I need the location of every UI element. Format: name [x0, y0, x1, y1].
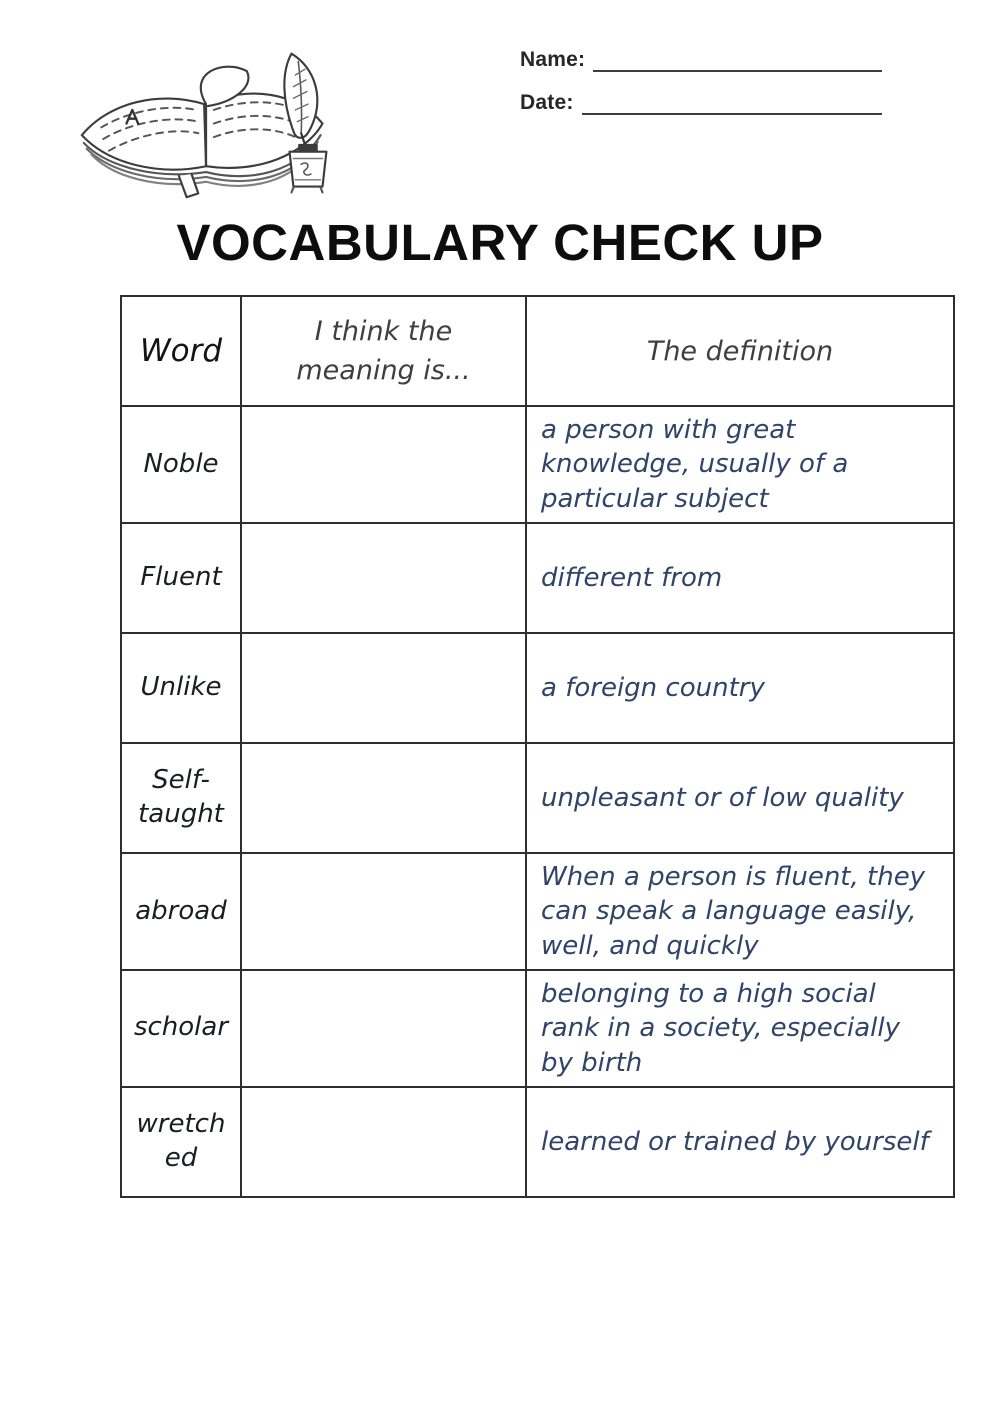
- table-row: [121, 970, 954, 1087]
- meaning-input-cell[interactable]: [241, 743, 526, 853]
- meaning-input-cell[interactable]: [241, 406, 526, 523]
- name-date-block: [520, 46, 882, 132]
- meaning-input-cell[interactable]: [241, 853, 526, 970]
- name-label: Name:: [520, 48, 586, 71]
- word-cell: Unlike: [121, 633, 241, 743]
- definition-cell: belonging to a high social rank in a society, especially by birth: [526, 970, 954, 1087]
- definition-cell: When a person is fluent, they can speak a language easily, well, and quickly: [526, 853, 954, 970]
- table-row: [121, 1087, 954, 1197]
- col-header-word: Word: [121, 296, 241, 406]
- meaning-input-cell[interactable]: [241, 1087, 526, 1197]
- definition-cell: a person with great knowledge, usually of a particular subject: [526, 406, 954, 523]
- definition-cell: a foreign country: [526, 633, 954, 743]
- word-cell: Self-taught: [121, 743, 241, 853]
- date-field-row: [520, 89, 882, 115]
- definition-cell: learned or trained by yourself: [526, 1087, 954, 1197]
- col-header-meaning: I think the meaning is...: [241, 296, 526, 406]
- date-fill-line[interactable]: [582, 93, 882, 115]
- word-cell: abroad: [121, 853, 241, 970]
- word-cell: Noble: [121, 406, 241, 523]
- table-row: [121, 406, 954, 523]
- name-field-row: [520, 46, 882, 72]
- table-row: [121, 853, 954, 970]
- word-cell: wretched: [121, 1087, 241, 1197]
- header-row: [121, 296, 954, 406]
- table-row: [121, 633, 954, 743]
- word-cell: scholar: [121, 970, 241, 1087]
- name-fill-line[interactable]: [593, 50, 882, 72]
- vocabulary-table: [120, 295, 955, 1198]
- word-cell: Fluent: [121, 523, 241, 633]
- book-quill-illustration: [62, 42, 354, 207]
- meaning-input-cell[interactable]: [241, 970, 526, 1087]
- meaning-input-cell[interactable]: [241, 633, 526, 743]
- col-header-definition: The definition: [526, 296, 954, 406]
- meaning-input-cell[interactable]: [241, 523, 526, 633]
- table-row: [121, 743, 954, 853]
- definition-cell: different from: [526, 523, 954, 633]
- date-label: Date:: [520, 91, 574, 114]
- page-title: VOCABULARY CHECK UP: [176, 214, 824, 271]
- definition-cell: unpleasant or of low quality: [526, 743, 954, 853]
- table-row: [121, 523, 954, 633]
